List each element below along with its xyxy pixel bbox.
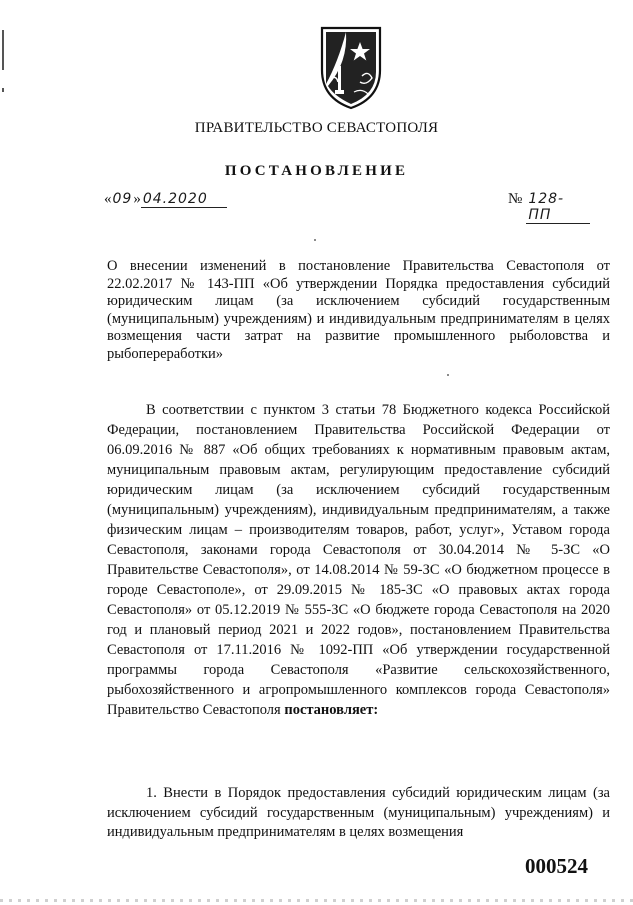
scan-artifact [2,88,4,92]
sevastopol-coat-of-arms-icon [316,22,386,112]
item-1-paragraph: 1. Внести в Порядок предоставления субсидий юридическим лицам (за исключением субсидий государственным (муниципальным) учреждениям) и индивидуальным предпринимателям в целях возмещения [107,785,610,840]
preamble-paragraph [107,400,610,720]
number-value: 128-ПП [526,191,590,224]
scan-edge-artifact [0,899,633,902]
date-open-quote: « [104,191,112,207]
preamble-text: В соответствии с пунктом 3 статьи 78 Бюджетного кодекса Российской Федерации, постановлением Правительства Российской Федерации от 06.09.2016 № 887 «Об общих требованиях к нормативным правовым актам, муниципальным правовым актам, регулирующим предоставление субсидий юридическим лицам (за исключением субсидий государственным (муниципальным) учреждениям), индивидуальным предпринимателям, а также физическим лицам – производителям товаров, работ, услуг», Уставом города Севастополя, законами города Севастополя от 30.04.2014 № 5-ЗС «О Правительстве Севастополя», от 14.08.2014 № 59-ЗС «О бюджетном процессе в городе Севастополе», от 29.09.2015 № 185-ЗС «О правовых актах города Севастополя» от 05.12.2019 № 555-ЗС «О бюджете города Севастополя на 2020 год и плановый период 2021 и 2022 годов», постановлением Правительства Севастополя от 17.11.2016 № 1092-ПП «Об утверждении государственной программы города Севастополя «Развитие сельскохозяйственного, рыбохозяйственного и агропромышленного комплексов города Севастополя» Правительство Севастополя [107,402,610,718]
document-subject: О внесении изменений в постановление Правительства Севастополя от 22.02.2017 № 143-ПП «Об утверждении Порядка предоставления субсидий юридическим лицам (за исключением субсидий государственным (муниципальным) учреждениям) и индивидуальным предпринимателям в целях возмещения части затрат на развитие промышленного рыболовства и рыбопереработки» [107,258,610,362]
preamble-emphasis: постановляет: [284,702,379,718]
number-prefix: № [508,191,523,207]
organization-title: ПРАВИТЕЛЬСТВО СЕВАСТОПОЛЯ [194,120,439,136]
scan-speck [314,239,316,241]
scan-artifact [2,30,4,70]
date-month-year: 04.2020 [141,191,227,208]
date-close-quote: » [133,191,141,207]
document-date [104,191,227,208]
document-type-heading: ПОСТАНОВЛЕНИЕ [224,163,409,179]
scan-speck [447,374,449,376]
document-number [508,191,590,224]
serial-number: 000524 [525,854,588,878]
date-day: 09 [112,191,133,207]
